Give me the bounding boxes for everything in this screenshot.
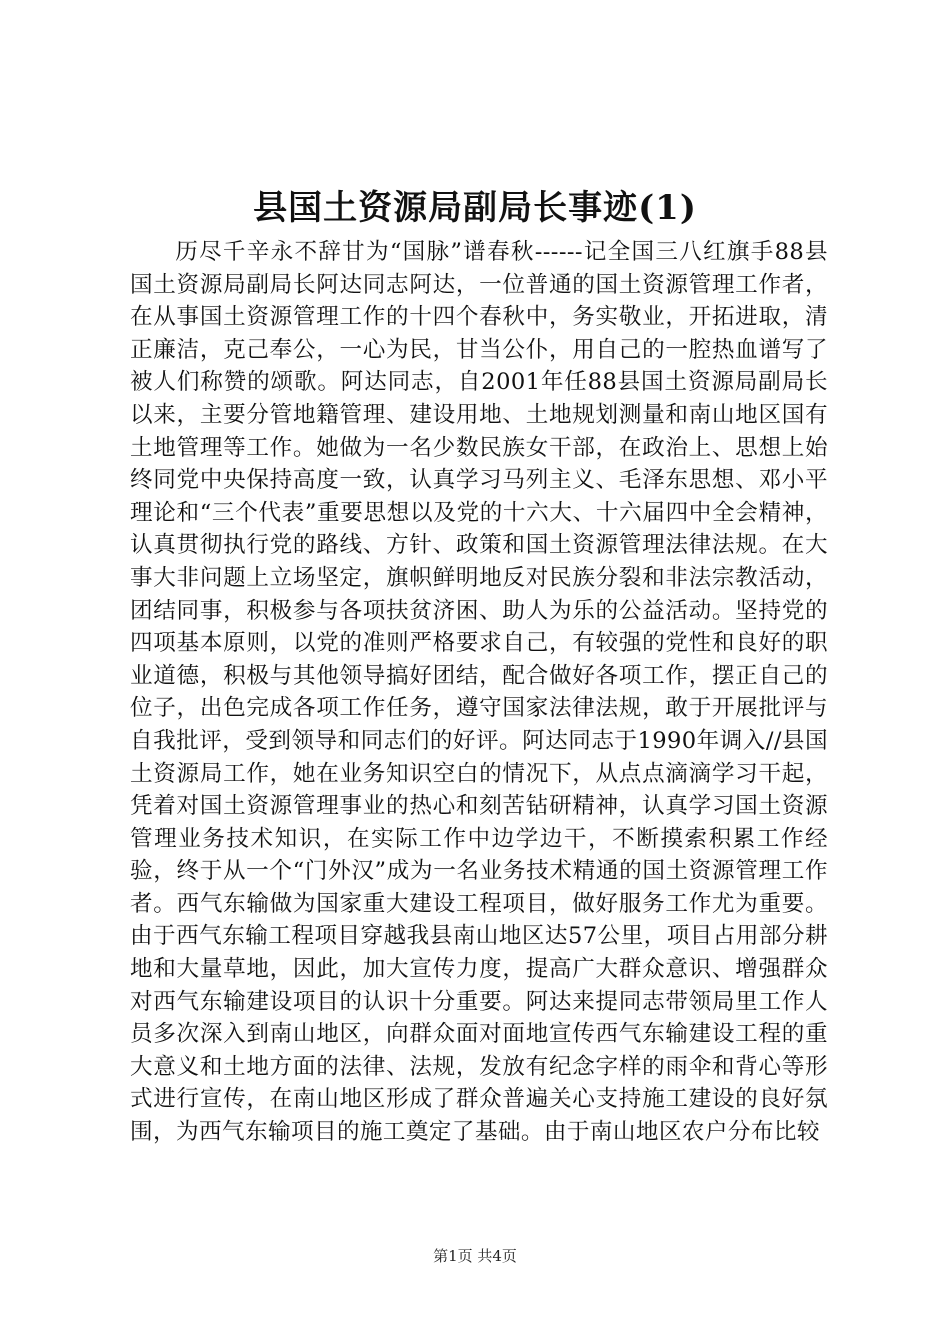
document-body-paragraph: 历尽千辛永不辞甘为“国脉”谱春秋------记全国三八红旗手88县国土资源局副局长阿达同志阿达，一位普通的国土资源管理工作者，在从事国土资源管理工作的十四个春秋中，务实敬业，开拓进取，清正廉洁，克己奉公，一心为民，甘当公仆，用自己的一腔热血谱写了被人们称赞的颂歌。阿达同志，自2001年任88县国土资源局副局长以来，主要分管地籍管理、建设用地、土地规划测量和南山地区国有土地管理等工作。她做为一名少数民族女干部，在政治上、思想上始终同党中央保持高度一致，认真学习马列主义、毛泽东思想、邓小平理论和“三个代表”重要思想以及党的十六大、十六届四中全会精神，认真贯彻执行党的路线、方针、政策和国土资源管理法律法规。在大事大非问题上立场坚定，旗帜鲜明地反对民族分裂和非法宗教活动，团结同事，积极参与各项扶贫济困、助人为乐的公益活动。坚持党的四项基本原则，以党的准则严格要求自己，有较强的党性和良好的职业道德，积极与其他领导搞好团结，配合做好各项工作，摆正自己的位子，出色完成各项工作任务，遵守国家法律法规，敢于开展批评与自我批评，受到领导和同志们的好评。阿达同志于1990年调入//县国土资源局工作，她在业务知识空白的情况下，从点点滴滴学习干起，凭着对国土资源管理事业的热心和刻苦钻研精神，认真学习国土资源管理业务技术知识，在实际工作中边学边干，不断摸索积累工作经验，终于从一个“门外汉”成为一名业务技术精通的国土资源管理工作者。西气东输做为国家重大建设工程项目，做好服务工作尤为重要。由于西气东输工程项目穿越我县南山地区达57公里，项目占用部分耕地和大量草地，因此，加大宣传力度，提高广大群众意识、增强群众对西气东输建设项目的认识十分重要。阿达来提同志带领局里工作人员多次深入到南山地区，向群众面对面地宣传西气东输建设工程的重大意义和土地方面的法律、法规，发放有纪念字样的雨伞和背心等形式进行宣传，在南山地区形成了群众普遍关心支持施工建设的良好氛围，为西气东输项目的施工奠定了基础。由于南山地区农户分布比较: [130, 239, 828, 1146]
document-title: 县国土资源局副局长事迹(1): [253, 188, 697, 228]
page-number-label: 第1页 共4页: [433, 1247, 517, 1265]
page-footer: [0, 1246, 950, 1266]
